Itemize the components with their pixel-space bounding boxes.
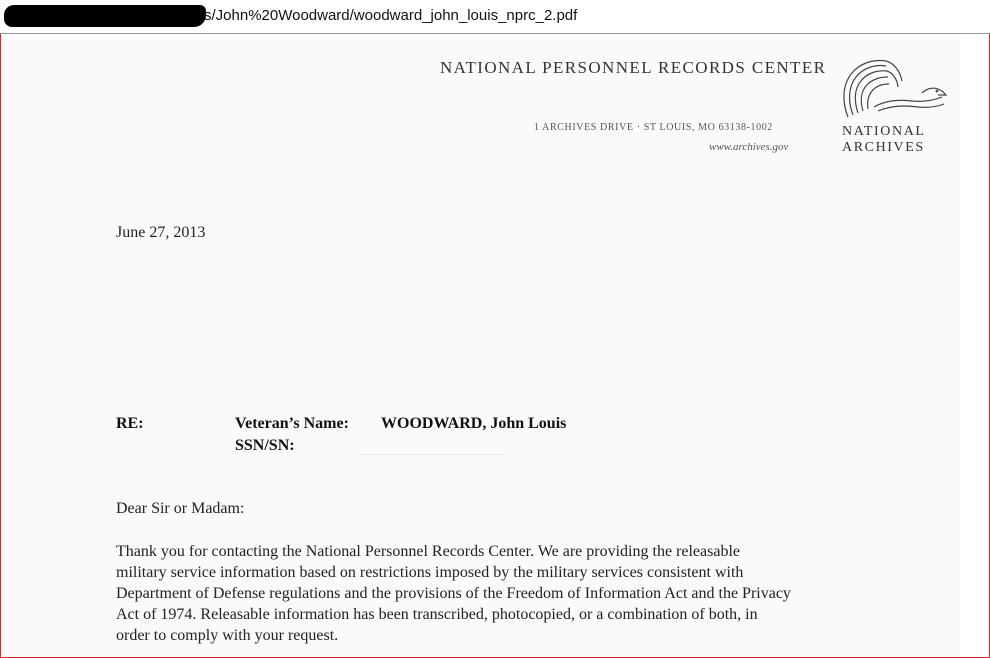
- letter-date: June 27, 2013: [116, 224, 206, 241]
- salutation: Dear Sir or Madam:: [116, 500, 245, 517]
- body-line: Department of Defense regulations and the provisions of the Freedom of Information Act and the Privacy: [116, 585, 791, 602]
- ssn-label: SSN/SN:: [235, 437, 295, 454]
- national-archives-eagle-logo: [838, 57, 948, 119]
- address-bar[interactable]: [0, 0, 990, 34]
- redacted-url-prefix: [4, 5, 206, 27]
- body-line: Thank you for contacting the National Personnel Records Center. We are providing the releasable: [116, 543, 740, 560]
- letterhead-address: 1 ARCHIVES DRIVE · ST LOUIS, MO 63138-1002: [534, 122, 773, 133]
- body-paragraph: [116, 541, 916, 646]
- ssn-redacted-field: [358, 454, 508, 455]
- veteran-name-label: Veteran’s Name:: [235, 415, 349, 432]
- body-line: Act of 1974. Releasable information has been transcribed, photocopied, or a combination of both, in: [116, 606, 758, 623]
- national-archives-wordmark: [842, 124, 942, 156]
- letterhead-title: NATIONAL PERSONNEL RECORDS CENTER: [440, 58, 827, 77]
- body-line: military service information based on restrictions imposed by the military services consistent with: [116, 564, 744, 581]
- letterhead-website: www.archives.gov: [709, 141, 789, 153]
- body-line: order to comply with your request.: [116, 627, 339, 644]
- url-text[interactable]: s/John%20Woodward/woodward_john_louis_nprc_2.pdf: [204, 7, 578, 24]
- re-label: RE:: [116, 415, 144, 432]
- wordmark-line-2: ARCHIVES: [842, 140, 925, 155]
- veteran-name-value: WOODWARD, John Louis: [381, 415, 567, 432]
- wordmark-line-1: NATIONAL: [842, 124, 926, 139]
